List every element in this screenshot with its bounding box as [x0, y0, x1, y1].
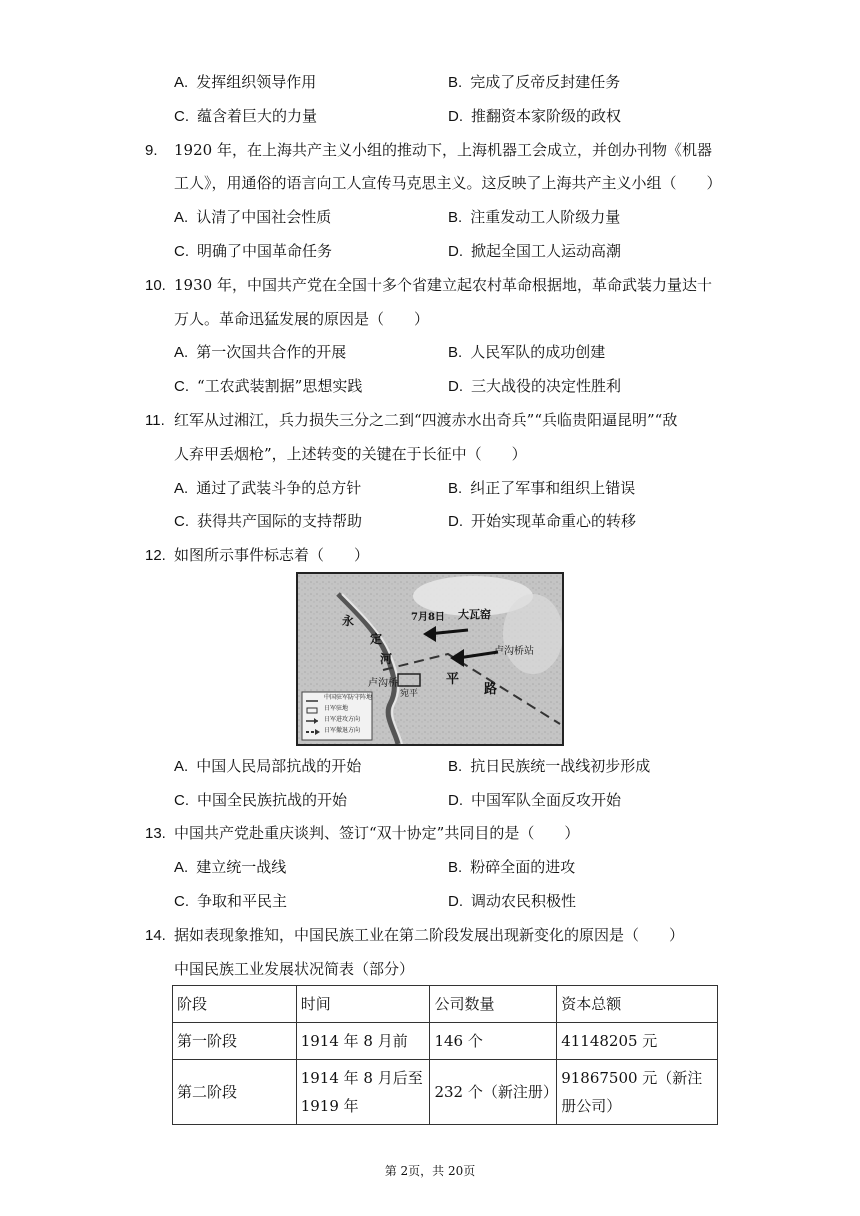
q13-option-c: C. 争取和平民主 — [174, 892, 288, 910]
q13-number: 13. — [145, 825, 166, 842]
map-label-lugouqiao: 卢沟桥 — [368, 678, 398, 689]
q13-option-a: A. 建立统一战线 — [174, 858, 287, 876]
table-row — [173, 1023, 718, 1060]
q13-stem-line1: 中国共产党赴重庆谈判、签订“双十协定”共同目的是（ ） — [174, 824, 580, 842]
q9-stem-line2: 工人》，用通俗的语言向工人宣传马克思主义。这反映了上海共产主义小组（ ） — [174, 174, 722, 192]
q11-number: 11. — [145, 412, 165, 429]
q12-option-a: A. 中国人民局部抗战的开始 — [174, 757, 362, 775]
q9-stem-line1: 1920 年，在上海共产主义小组的推动下，上海机器工会成立，并创办刊物《机器 — [174, 141, 712, 159]
q8-option-c: C. 蕴含着巨大的力量 — [174, 107, 318, 125]
table-cell: 232 个（新注册） — [430, 1060, 557, 1125]
map-label-he: 河 — [380, 652, 393, 666]
legend-item-2: 日军驻地 — [324, 705, 349, 712]
table-cell: 91867500 元（新注册公司） — [557, 1060, 718, 1125]
table-header-cell: 时间 — [296, 986, 430, 1023]
q11-option-c: C. 获得共产国际的支持帮助 — [174, 512, 363, 530]
table-cell: 41148205 元 — [557, 1023, 718, 1060]
q12-option-b: B. 抗日民族统一战线初步形成 — [448, 757, 651, 775]
q10-number: 10. — [145, 277, 166, 294]
q10-option-d: D. 三大战役的决定性胜利 — [448, 377, 622, 395]
legend-item-3: 日军进攻方向 — [324, 716, 361, 723]
q11-option-b: B. 纠正了军事和组织上错误 — [448, 479, 636, 497]
table-cell: 1914 年 8 月后至 1919 年 — [296, 1060, 430, 1125]
q9-option-a: A. 认清了中国社会性质 — [174, 208, 332, 226]
table-header-cell: 阶段 — [173, 986, 297, 1023]
map-label-station: 卢沟桥站 — [494, 646, 534, 657]
table-cell: 第二阶段 — [173, 1060, 297, 1125]
q12-stem-line1: 如图所示事件标志着（ ） — [174, 546, 370, 564]
q10-option-a: A. 第一次国共合作的开展 — [174, 343, 347, 361]
q9-option-c: C. 明确了中国革命任务 — [174, 242, 333, 260]
map-label-lu: 路 — [484, 682, 498, 697]
q14-table-title: 中国民族工业发展状况简表（部分） — [174, 960, 415, 978]
q13-option-b: B. 粉碎全面的进攻 — [448, 858, 576, 876]
q14-stem-line1: 据如表现象推知，中国民族工业在第二阶段发展出现新变化的原因是（ ） — [174, 926, 685, 944]
q12-number: 12. — [145, 547, 166, 564]
q8-option-b: B. 完成了反帝反封建任务 — [448, 73, 621, 91]
map-label-date: 7月8日 — [411, 612, 445, 623]
legend-item-4: 日军撤退方向 — [324, 727, 361, 734]
q11-option-a: A. 通过了武装斗争的总方针 — [174, 479, 362, 497]
q10-stem-line1: 1930 年，中国共产党在全国十多个省建立起农村革命根据地，革命武装力量达十 — [174, 276, 712, 294]
map-label-ping: 平 — [446, 672, 460, 687]
lugouqiao-map-figure — [296, 572, 564, 746]
q14-number: 14. — [145, 927, 166, 944]
map-label-wanping: 宛平 — [400, 689, 419, 699]
table-cell: 1914 年 8 月前 — [296, 1023, 430, 1060]
legend-item-1: 中国驻军防守阵地 — [324, 694, 373, 701]
table-cell: 第一阶段 — [173, 1023, 297, 1060]
q9-number: 9. — [145, 142, 158, 159]
q10-stem-line2: 万人。革命迅猛发展的原因是（ ） — [174, 310, 430, 328]
q10-option-b: B. 人民军队的成功创建 — [448, 343, 606, 361]
q13-option-d: D. 调动农民积极性 — [448, 892, 577, 910]
table-row — [173, 1060, 718, 1125]
q8-option-a: A. 发挥组织领导作用 — [174, 73, 317, 91]
map-label-yong: 永 — [342, 614, 355, 628]
q8-option-d: D. 推翻资本家阶级的政权 — [448, 107, 622, 125]
q11-stem-line2: 人弃甲丢烟枪”，上述转变的关键在于长征中（ ） — [174, 445, 527, 463]
industry-table — [172, 985, 718, 1125]
table-header-cell: 资本总额 — [557, 986, 718, 1023]
q9-option-b: B. 注重发动工人阶级力量 — [448, 208, 621, 226]
q12-option-d: D. 中国军队全面反攻开始 — [448, 791, 622, 809]
map-label-ding: 定 — [370, 632, 383, 646]
map-label-dawayao: 大瓦窑 — [458, 608, 491, 621]
table-header-row — [173, 986, 718, 1023]
q11-option-d: D. 开始实现革命重心的转移 — [448, 512, 637, 530]
q9-option-d: D. 掀起全国工人运动高潮 — [448, 242, 622, 260]
q11-stem-line1: 红军从过湘江，兵力损失三分之二到“四渡赤水出奇兵”“兵临贵阳逼昆明”“敌 — [174, 411, 678, 429]
q10-option-c: C. “工农武装割据”思想实践 — [174, 377, 363, 395]
page-footer: 第 2页，共 20页 — [384, 1164, 476, 1178]
table-cell: 146 个 — [430, 1023, 557, 1060]
q12-option-c: C. 中国全民族抗战的开始 — [174, 791, 348, 809]
table-header-cell: 公司数量 — [430, 986, 557, 1023]
